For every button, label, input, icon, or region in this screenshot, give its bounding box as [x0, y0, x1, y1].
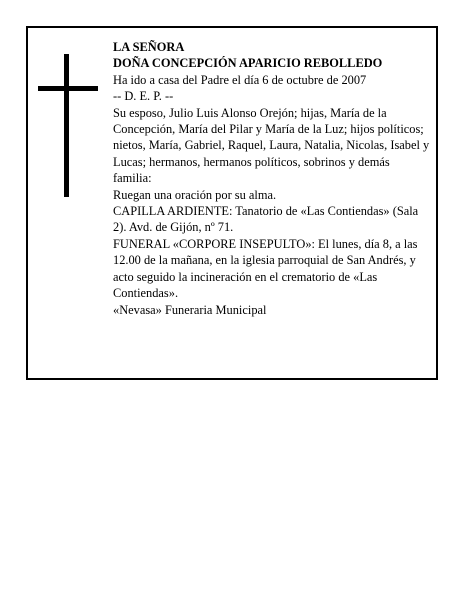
- rip-line: -- D. E. P. --: [113, 89, 174, 104]
- prayer-request: Ruegan una oración por su alma.: [113, 187, 277, 202]
- death-announcement: Ha ido a casa del Padre el día 6 de octubre de 2007: [113, 72, 367, 87]
- funeral-home: «Nevasa» Funeraria Municipal: [113, 302, 267, 317]
- deceased-name: DOÑA CONCEPCIÓN APARICIO REBOLLEDO: [113, 56, 383, 71]
- latin-cross-icon: [38, 54, 98, 197]
- family-paragraph: Su esposo, Julio Luis Alonso Orejón; hijas, María de la Concepción, María del Pilar y María de la Luz; hijos políticos; nietos, María, Gabriel, Raquel, Laura, Natalia, Nicolas, Isabel y Lucas; hermanos, hermanos políticos, sobrinos y demás familia:: [113, 105, 430, 186]
- cross-horizontal-bar: [38, 86, 98, 91]
- chapel-details: CAPILLA ARDIENTE: Tanatorio de «Las Contiendas» (Sala 2). Avd. de Gijón, nº 71.: [113, 204, 419, 235]
- obituary-text: [113, 39, 431, 318]
- funeral-details: FUNERAL «CORPORE INSEPULTO»: El lunes, día 8, a las 12.00 de la mañana, en la iglesia parroquial de San Andrés, y acto seguido la incineración en el crematorio de «Las Contiendas».: [113, 236, 418, 301]
- notice-heading: LA SEÑORA: [113, 40, 185, 54]
- cross-vertical-bar: [64, 54, 69, 197]
